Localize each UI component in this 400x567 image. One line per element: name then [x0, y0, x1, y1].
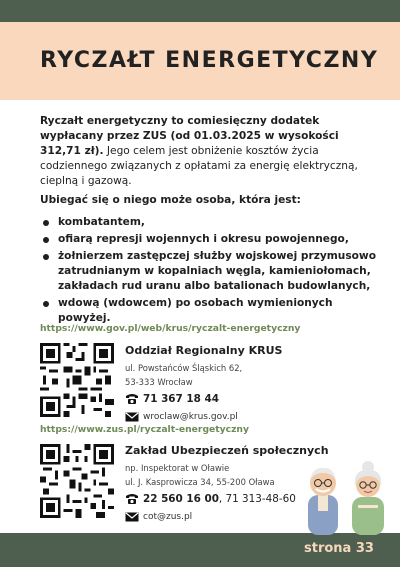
- zus-phone-extra[interactable]: , 71 313-48-60: [218, 493, 296, 505]
- zus-address-line1: np. Inspektorat w Oławie: [125, 463, 230, 473]
- phone-icon: [125, 493, 143, 505]
- list-item: kombatantem,: [40, 215, 385, 230]
- krus-contact: [125, 344, 355, 425]
- zus-link[interactable]: https://www.zus.pl/ryczalt-energetyczny: [40, 424, 249, 435]
- krus-email-row: [125, 409, 355, 425]
- qr-code-icon: [40, 343, 114, 417]
- intro-paragraph: [40, 114, 380, 189]
- intro-lead: Ryczałt energetyczny to comiesięczny dodatek wypłacany przez ZUS (od 01.03.2025 w wysokości 312,71 zł).: [40, 115, 339, 157]
- krus-link[interactable]: https://www.gov.pl/web/krus/ryczalt-energetyczny: [40, 323, 301, 334]
- seniors-couple-illustration: [300, 455, 392, 535]
- krus-name: Oddział Regionalny KRUS: [125, 344, 283, 357]
- envelope-icon: [125, 512, 143, 522]
- phone-icon: [125, 393, 143, 405]
- bullet-icon: [43, 237, 49, 243]
- intro-body: Jego celem jest obniżenie kosztów życia codziennego związanych z opłatami za energię elektryczną, cieplną i gazową.: [40, 145, 358, 187]
- zus-email[interactable]: cot@zus.pl: [143, 512, 193, 522]
- list-item: ofiarą represji wojennych i okresu powojennego,: [40, 232, 385, 247]
- zus-phone[interactable]: 22 560 16 00: [143, 493, 219, 505]
- bullet-icon: [43, 301, 49, 307]
- zus-name: Zakład Ubezpieczeń społecznych: [125, 444, 329, 457]
- top-band: [0, 0, 400, 22]
- krus-address-line1: ul. Powstańców Śląskich 62,: [125, 363, 243, 373]
- bullet-icon: [43, 220, 49, 226]
- eligibility-list: [40, 215, 385, 328]
- krus-phone-row: [125, 391, 355, 407]
- page-number: strona 33: [304, 541, 374, 556]
- bullet-icon: [43, 254, 49, 260]
- page-title: RYCZAŁT ENERGETYCZNY: [40, 48, 379, 73]
- krus-email[interactable]: wroclaw@krus.gov.pl: [143, 412, 238, 422]
- krus-phone[interactable]: 71 367 18 44: [143, 393, 219, 405]
- eligibility-heading: Ubiegać się o niego może osoba, która jest:: [40, 194, 301, 206]
- zus-address-line2: ul. J. Kasprowicza 34, 55-200 Oława: [125, 477, 275, 487]
- list-item: wdową (wdowcem) po osobach wymienionych powyżej.: [40, 296, 385, 326]
- envelope-icon: [125, 412, 143, 422]
- list-item: żołnierzem zastępczej służby wojskowej przymusowo zatrudnianym w kopalniach węgla, kamieniołomach, zakładach rud uranu albo batalionach budowlanych,: [40, 249, 385, 294]
- krus-address-line2: 53-333 Wrocław: [125, 377, 193, 387]
- qr-code-icon: [40, 444, 114, 518]
